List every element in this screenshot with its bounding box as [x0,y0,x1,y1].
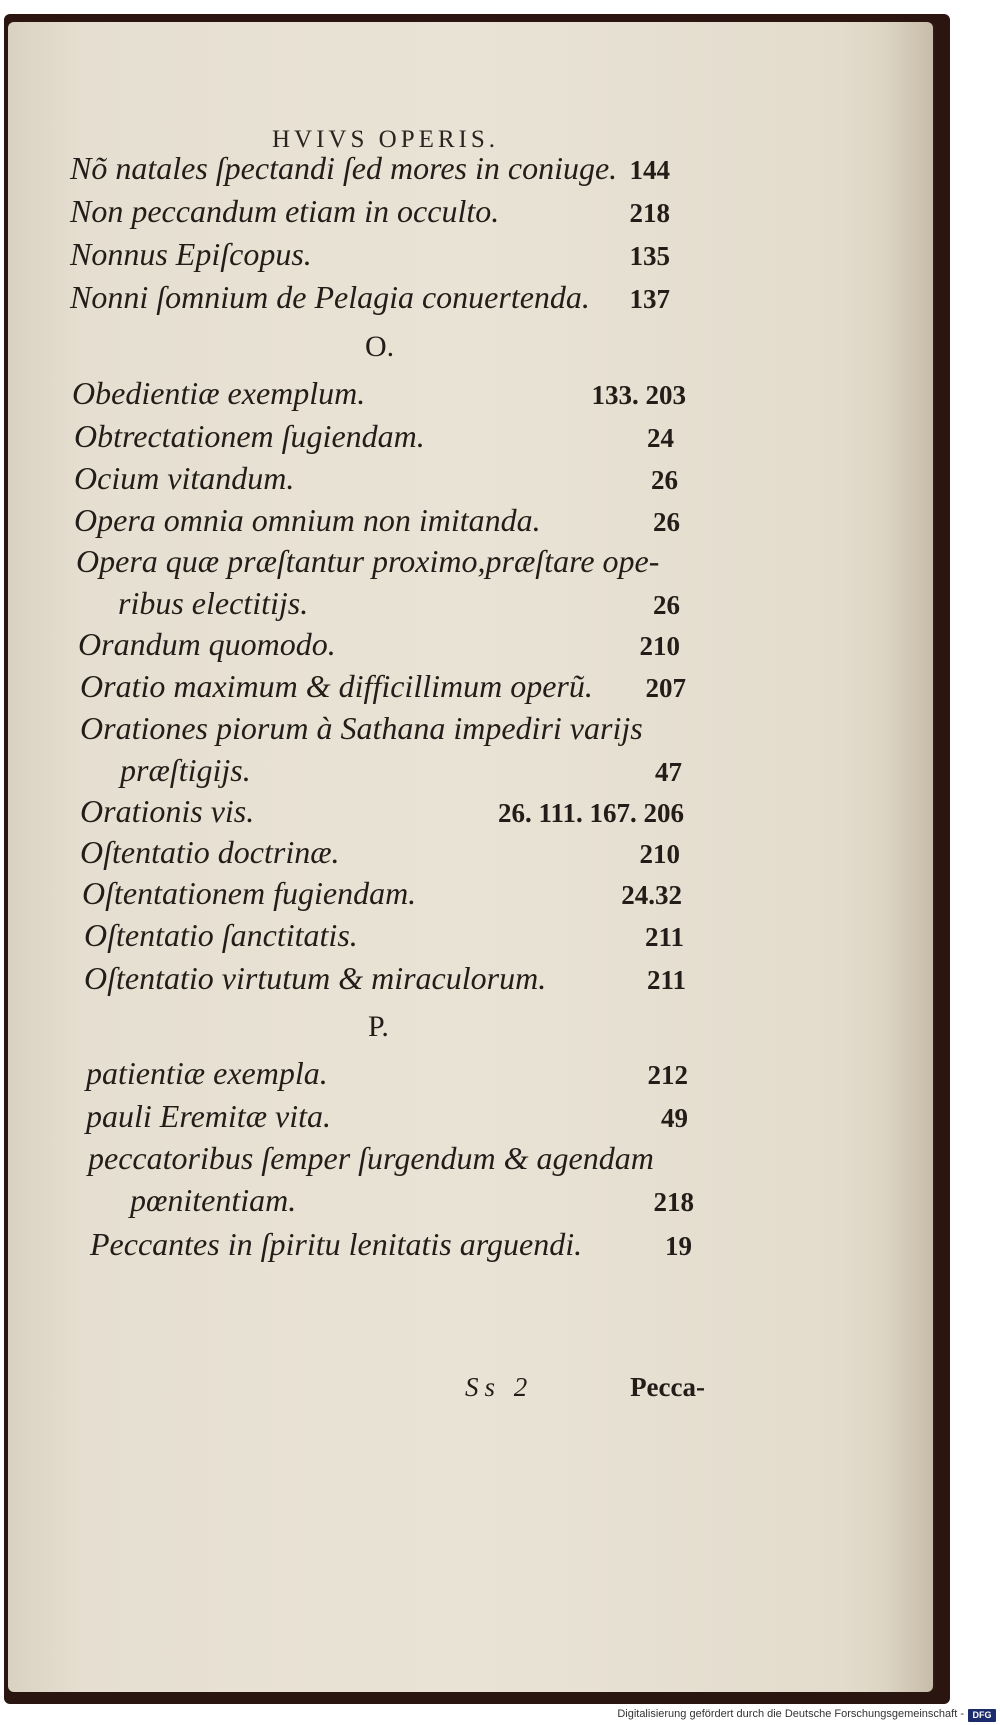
index-pages: 26. 111. 167. 206 [497,798,684,828]
index-entry [80,710,686,747]
index-term: Orandum quomodo. [78,626,336,662]
index-pages: 212 [647,1060,688,1090]
index-pages: 210 [639,631,680,661]
page-footer [465,1372,705,1403]
index-pages: 210 [639,839,680,869]
index-entry [70,150,670,187]
index-pages: 49 [661,1103,688,1133]
index-term: Oſtentatio doctrinæ. [80,834,340,870]
index-pages: 218 [629,198,670,228]
index-entry [70,236,670,273]
index-term: Oratio maximum & difficillimum operũ. [80,668,593,704]
index-entry [80,834,680,871]
index-pages: 135 [629,241,670,271]
index-term: Non peccandum etiam in occulto. [70,193,500,229]
index-term: Orationes piorum à Sathana impediri varijs [80,710,643,746]
index-pages: 211 [644,922,684,952]
index-entry [78,626,680,663]
index-entry [70,279,670,316]
dfg-logo: DFG [968,1709,996,1722]
index-pages: 26 [653,507,680,537]
index-term: Nonnus Epiſcopus. [70,236,312,272]
index-entry [86,1098,688,1135]
signature-mark: Ss 2 [465,1372,534,1402]
index-term: Nõ natales ſpectandi ſed mores in coniuge. [70,150,618,186]
index-pages: 26 [651,465,678,495]
index-entry [80,793,684,830]
credit-text: Digitalisierung gefördert durch die Deutsche Forschungsgemeinschaft - [617,1708,964,1720]
section-letter-o: O. [365,330,395,363]
index-pages: 137 [629,284,670,314]
index-term: Peccantes in ſpiritu lenitatis arguendi. [90,1226,583,1262]
page-edge-shadow [885,22,935,1692]
index-pages: 24.32 [621,880,682,910]
section-letter-p: P. [368,1010,389,1043]
index-pages: 218 [653,1187,694,1217]
index-pages: 207 [645,673,686,703]
index-pages: 211 [646,965,686,995]
index-term: Obedientiæ exemplum. [72,375,366,411]
index-entry-continuation [120,752,682,789]
index-entry-continuation [130,1182,694,1219]
index-entry [74,418,674,455]
digitization-credit [0,1708,1000,1725]
index-term: Opera quæ præſtantur proximo,præſtare ope- [76,543,660,579]
index-term: Ocium vitandum. [74,460,295,496]
index-term: Opera omnia omnium non imitanda. [74,502,541,538]
running-head: HVIVS OPERIS. [272,126,500,153]
index-entry [76,543,686,580]
index-entry [84,917,684,954]
index-entry [90,1226,692,1263]
index-entry [74,460,678,497]
index-entry [72,375,686,412]
index-term: Orationis vis. [80,793,255,829]
index-term: Oſtentationem fugiendam. [82,875,417,911]
index-term: Obtrectationem ſugiendam. [74,418,425,454]
index-entry [88,1140,694,1177]
index-entry [82,875,682,912]
index-entry-continuation [118,585,680,622]
index-entry [74,502,680,539]
index-term: Oſtentatio ſanctitatis. [84,917,358,953]
catchword: Pecca- [630,1372,705,1402]
index-pages: 133. 203 [591,380,686,410]
index-entry [84,960,686,997]
index-pages: 19 [665,1231,692,1261]
index-entry [80,668,686,705]
index-entry [86,1055,688,1092]
index-term: ribus electitijs. [118,585,309,621]
index-term: Oſtentatio virtutum & miraculorum. [84,960,547,996]
index-entry [70,193,670,230]
index-pages: 24 [647,423,674,453]
index-pages: 47 [655,757,682,787]
index-pages: 26 [653,590,680,620]
index-term: præſtigijs. [120,752,251,788]
index-term: patientiæ exempla. [86,1055,328,1091]
index-term: Nonni ſomnium de Pelagia conuertenda. [70,279,590,315]
index-term: pauli Eremitæ vita. [86,1098,332,1134]
index-pages: 144 [629,155,670,185]
index-term: pœnitentiam. [130,1182,297,1218]
index-term: peccatoribus ſemper ſurgendum & agendam [88,1140,654,1176]
